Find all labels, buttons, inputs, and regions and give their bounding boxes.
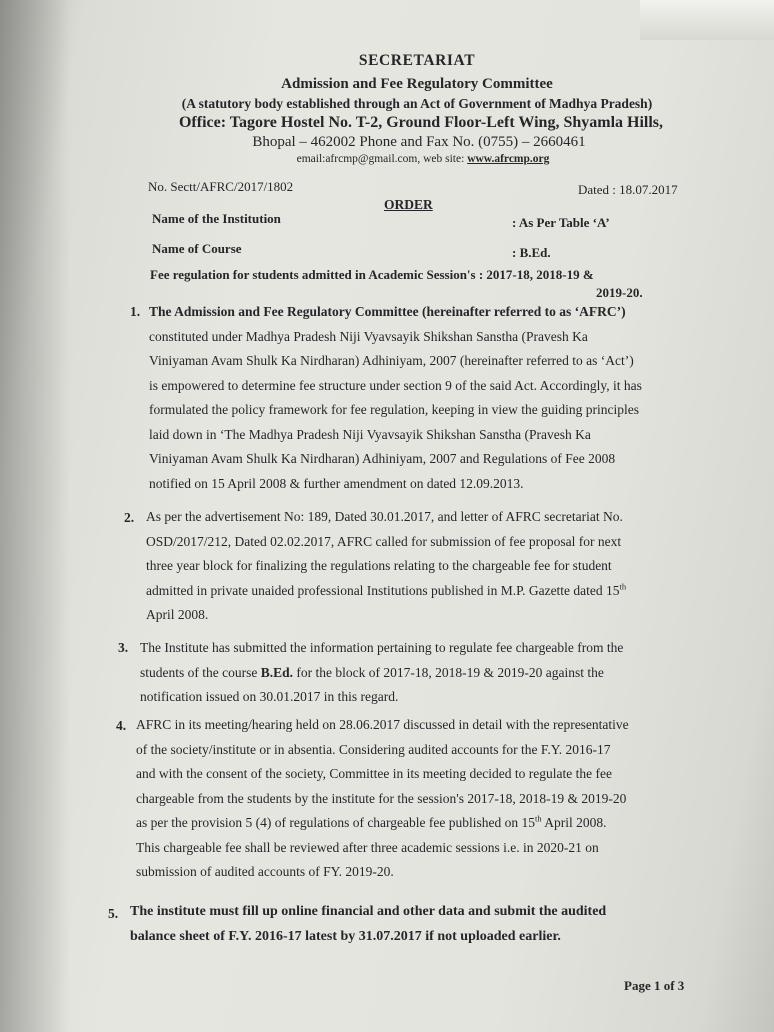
paragraph-1 — [149, 300, 695, 496]
order-date: Dated : 18.07.2017 — [578, 182, 678, 197]
paragraph-4-line: chargeable from the students by the institute for the session's 2017-18, 2018-19 & 2019-20 — [136, 790, 627, 806]
paragraph-1-line: Viniyaman Avam Shulk Ka Nirdharan) Adhiniyam, 2007 and Regulations of Fee 2008 — [149, 451, 616, 466]
paragraph-4-line: as per the provision 5 (4) of regulations of chargeable fee published on 15th April 2008. — [136, 813, 607, 830]
email-label: email:afrcmp@gmail.com, web site: — [296, 153, 468, 165]
contact-line — [36, 153, 774, 165]
paragraph-3-line: students of the course B.Ed. for the block of 2017-18, 2018-19 & 2019-20 against the — [140, 664, 604, 680]
paragraph-2 — [146, 505, 698, 628]
website-link[interactable]: www.afrcmp.org — [467, 153, 550, 165]
page-fold — [640, 0, 774, 40]
paragraph-1-line: notified on 15 April 2008 & further amendment on dated 12.09.2013. — [149, 475, 524, 491]
course-label: Name of Course — [152, 241, 242, 256]
committee-name: Admission and Fee Regulatory Committee — [281, 76, 553, 92]
paragraph-4-line: This chargeable fee shall be reviewed after three academic sessions i.e. in 2020-21 on — [136, 839, 599, 855]
paragraph-2-line: three year block for finalizing the regulations relating to the chargeable fee for student — [146, 558, 612, 573]
paragraph-3-line: notification issued on 30.01.2017 in this regard. — [140, 689, 399, 704]
paragraph-5-line: The institute must fill up online financial and other data and submit the audited — [130, 904, 607, 919]
paragraph-3 — [140, 636, 700, 710]
paragraph-4 — [136, 713, 702, 885]
fee-regulation-line-1: Fee regulation for students admitted in Academic Session's : 2017-18, 2018-19 & — [150, 267, 594, 282]
institution-value: : As Per Table ‘A’ — [512, 215, 610, 230]
paragraph-5 — [130, 900, 702, 949]
paragraph-2-line: OSD/2017/212, Dated 02.02.2017, AFRC called for submission of fee proposal for next — [146, 533, 622, 549]
paragraph-2-line: admitted in private unaided professional Institutions published in M.P. Gazette dated 15th — [146, 581, 627, 598]
paragraph-1-line: The Admission and Fee Regulatory Committee (hereinafter referred to as ‘AFRC’) — [149, 304, 626, 319]
paragraph-1-number: 1. — [130, 304, 141, 319]
paragraph-3-number: 3. — [118, 640, 129, 655]
paragraph-1-line: laid down in ‘The Madhya Pradesh Niji Vyavsayik Shikshan Sanstha (Pravesh Ka — [149, 426, 591, 442]
paragraph-2-number: 2. — [124, 510, 135, 525]
paragraph-4-line: AFRC in its meeting/hearing held on 28.06.2017 discussed in detail with the representative — [136, 717, 629, 732]
city-phone: Bhopal – 462002 Phone and Fax No. (0755) – 2660461 — [252, 134, 586, 150]
paragraph-4-line: submission of audited accounts of FY. 2019-20. — [136, 864, 394, 879]
paragraph-1-line: constituted under Madhya Pradesh Niji Vyavsayik Shikshan Sanstha (Pravesh Ka — [149, 328, 588, 344]
page-number: Page 1 of 3 — [624, 978, 685, 993]
course-value: : B.Ed. — [512, 245, 551, 260]
fee-regulation-line-2: 2019-20. — [596, 285, 643, 300]
paragraph-1-line: formulated the policy framework for fee regulation, keeping in view the guiding principles — [149, 402, 639, 417]
paragraph-4-number: 4. — [116, 718, 127, 733]
reference-number: No. Sectt/AFRC/2017/1802 — [148, 179, 294, 194]
paragraph-4-line: of the society/institute or in absentia. Considering audited accounts for the F.Y. 2016-17 — [136, 741, 611, 757]
paragraph-5-line: balance sheet of F.Y. 2016-17 latest by 31.07.2017 if not uploaded earlier. — [130, 928, 561, 944]
paragraph-2-line: April 2008. — [146, 607, 209, 622]
paragraph-1-line: Viniyaman Avam Shulk Ka Nirdharan) Adhiniyam, 2007 (hereinafter referred to as ‘Act’) — [149, 353, 634, 368]
paragraph-3-line: The Institute has submitted the information pertaining to regulate fee chargeable from the — [140, 640, 624, 655]
institution-label: Name of the Institution — [152, 211, 281, 226]
office-address: Office: Tagore Hostel No. T-2, Ground Floor-Left Wing, Shyamla Hills, — [178, 114, 664, 131]
paragraph-1-line: is empowered to determine fee structure under section 9 of the said Act. Accordingly, it has — [149, 377, 642, 393]
statutory-note: (A statutory body established through an Act of Government of Madhya Pradesh) — [181, 96, 653, 111]
order-heading: ORDER — [384, 197, 433, 212]
paragraph-4-line: and with the consent of the society, Committee in its meeting decided to regulate the fee — [136, 766, 612, 781]
secretariat-title: SECRETARIAT — [358, 52, 476, 69]
paragraph-2-line: As per the advertisement No: 189, Dated 30.01.2017, and letter of AFRC secretariat No. — [146, 509, 623, 524]
paragraph-5-number: 5. — [108, 906, 119, 921]
